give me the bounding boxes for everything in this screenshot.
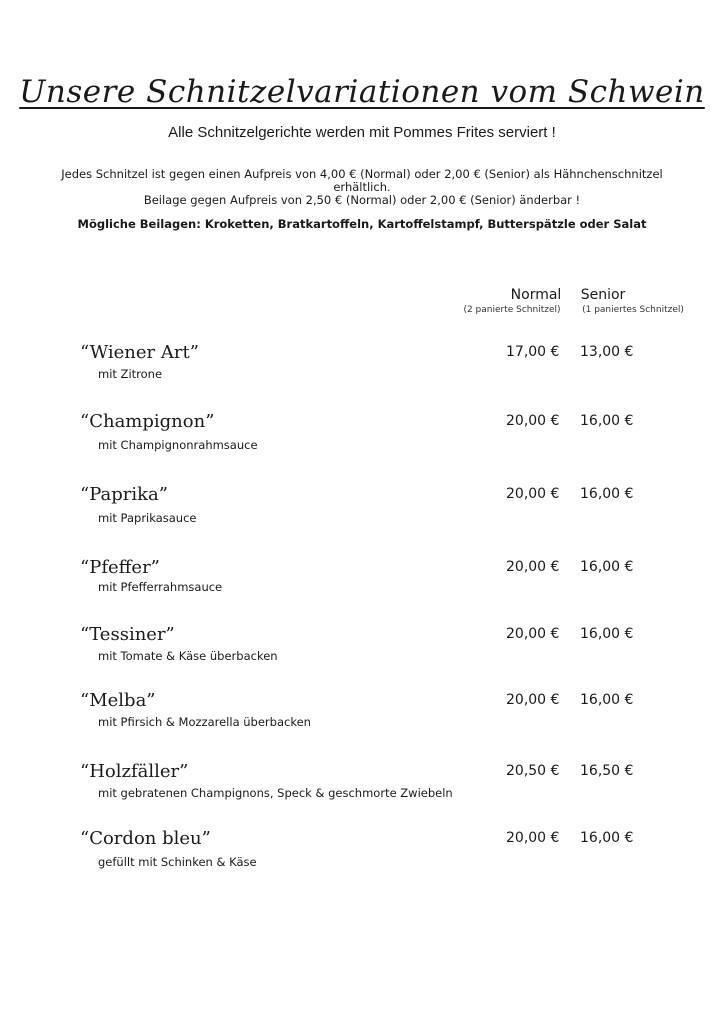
menu-item-price-senior: 16,50 €	[580, 763, 634, 779]
column-header-normal: Normal	[510, 287, 562, 303]
menu-item-name: “Paprika”	[80, 484, 168, 505]
menu-item-description: mit gebratenen Champignons, Speck & geschmorte Zwiebeln	[98, 786, 453, 800]
menu-item-description: mit Paprikasauce	[98, 511, 197, 525]
menu-item-name: “Tessiner”	[80, 624, 175, 645]
menu-item-price-normal: 20,00 €	[506, 692, 560, 708]
menu-item-price-senior: 16,00 €	[580, 559, 634, 575]
menu-item-name: “Pfeffer”	[80, 557, 160, 578]
menu-item-price-normal: 20,00 €	[506, 486, 560, 502]
menu-item-name: “Holzfäller”	[80, 761, 189, 782]
menu-item-description: mit Zitrone	[98, 367, 163, 381]
menu-item-price-senior: 16,00 €	[580, 626, 634, 642]
menu-item-name: “Champignon”	[80, 411, 215, 432]
info-block	[50, 168, 674, 207]
page-title	[0, 74, 724, 110]
subtitle: Alle Schnitzelgerichte werden mit Pommes Frites serviert !	[168, 124, 556, 141]
column-header-senior: Senior	[580, 287, 626, 303]
info-line: erhältlich.	[333, 180, 391, 194]
menu-item-price-normal: 20,00 €	[506, 559, 560, 575]
column-note-senior: (1 paniertes Schnitzel)	[582, 305, 684, 315]
menu-item-description: mit Tomate & Käse überbacken	[98, 649, 278, 663]
menu-item-price-senior: 16,00 €	[580, 692, 634, 708]
menu-item-price-senior: 13,00 €	[580, 344, 634, 360]
menu-item-name: “Wiener Art”	[80, 342, 199, 363]
menu-item-price-senior: 16,00 €	[580, 486, 634, 502]
menu-item-description: mit Pfirsich & Mozzarella überbacken	[98, 715, 311, 729]
menu-item-description: mit Pfefferrahmsauce	[98, 580, 223, 594]
page-title-text: Unsere Schnitzelvariationen vom Schwein	[19, 74, 705, 110]
menu-item-price-senior: 16,00 €	[580, 413, 634, 429]
menu-item-price-senior: 16,00 €	[580, 830, 634, 846]
menu-item-price-normal: 20,00 €	[506, 830, 560, 846]
menu-item-description: mit Champignonrahmsauce	[98, 438, 258, 452]
menu-item-name: “Melba”	[80, 690, 156, 711]
column-note-normal: (2 panierte Schnitzel)	[463, 305, 561, 315]
menu-item-description: gefüllt mit Schinken & Käse	[98, 855, 257, 869]
info-line: Beilage gegen Aufpreis von 2,50 € (Normal) oder 2,00 € (Senior) änderbar !	[143, 193, 581, 207]
sides-line: Mögliche Beilagen: Kroketten, Bratkartoffeln, Kartoffelstampf, Butterspätzle oder Salat	[77, 217, 647, 231]
menu-item-price-normal: 20,00 €	[506, 413, 560, 429]
info-line: Jedes Schnitzel ist gegen einen Aufpreis von 4,00 € (Normal) oder 2,00 € (Senior) als Hähnchenschnitzel	[61, 167, 663, 181]
menu-item-price-normal: 17,00 €	[506, 344, 560, 360]
menu-item-price-normal: 20,00 €	[506, 626, 560, 642]
menu-item-price-normal: 20,50 €	[506, 763, 560, 779]
menu-item-name: “Cordon bleu”	[80, 828, 211, 849]
